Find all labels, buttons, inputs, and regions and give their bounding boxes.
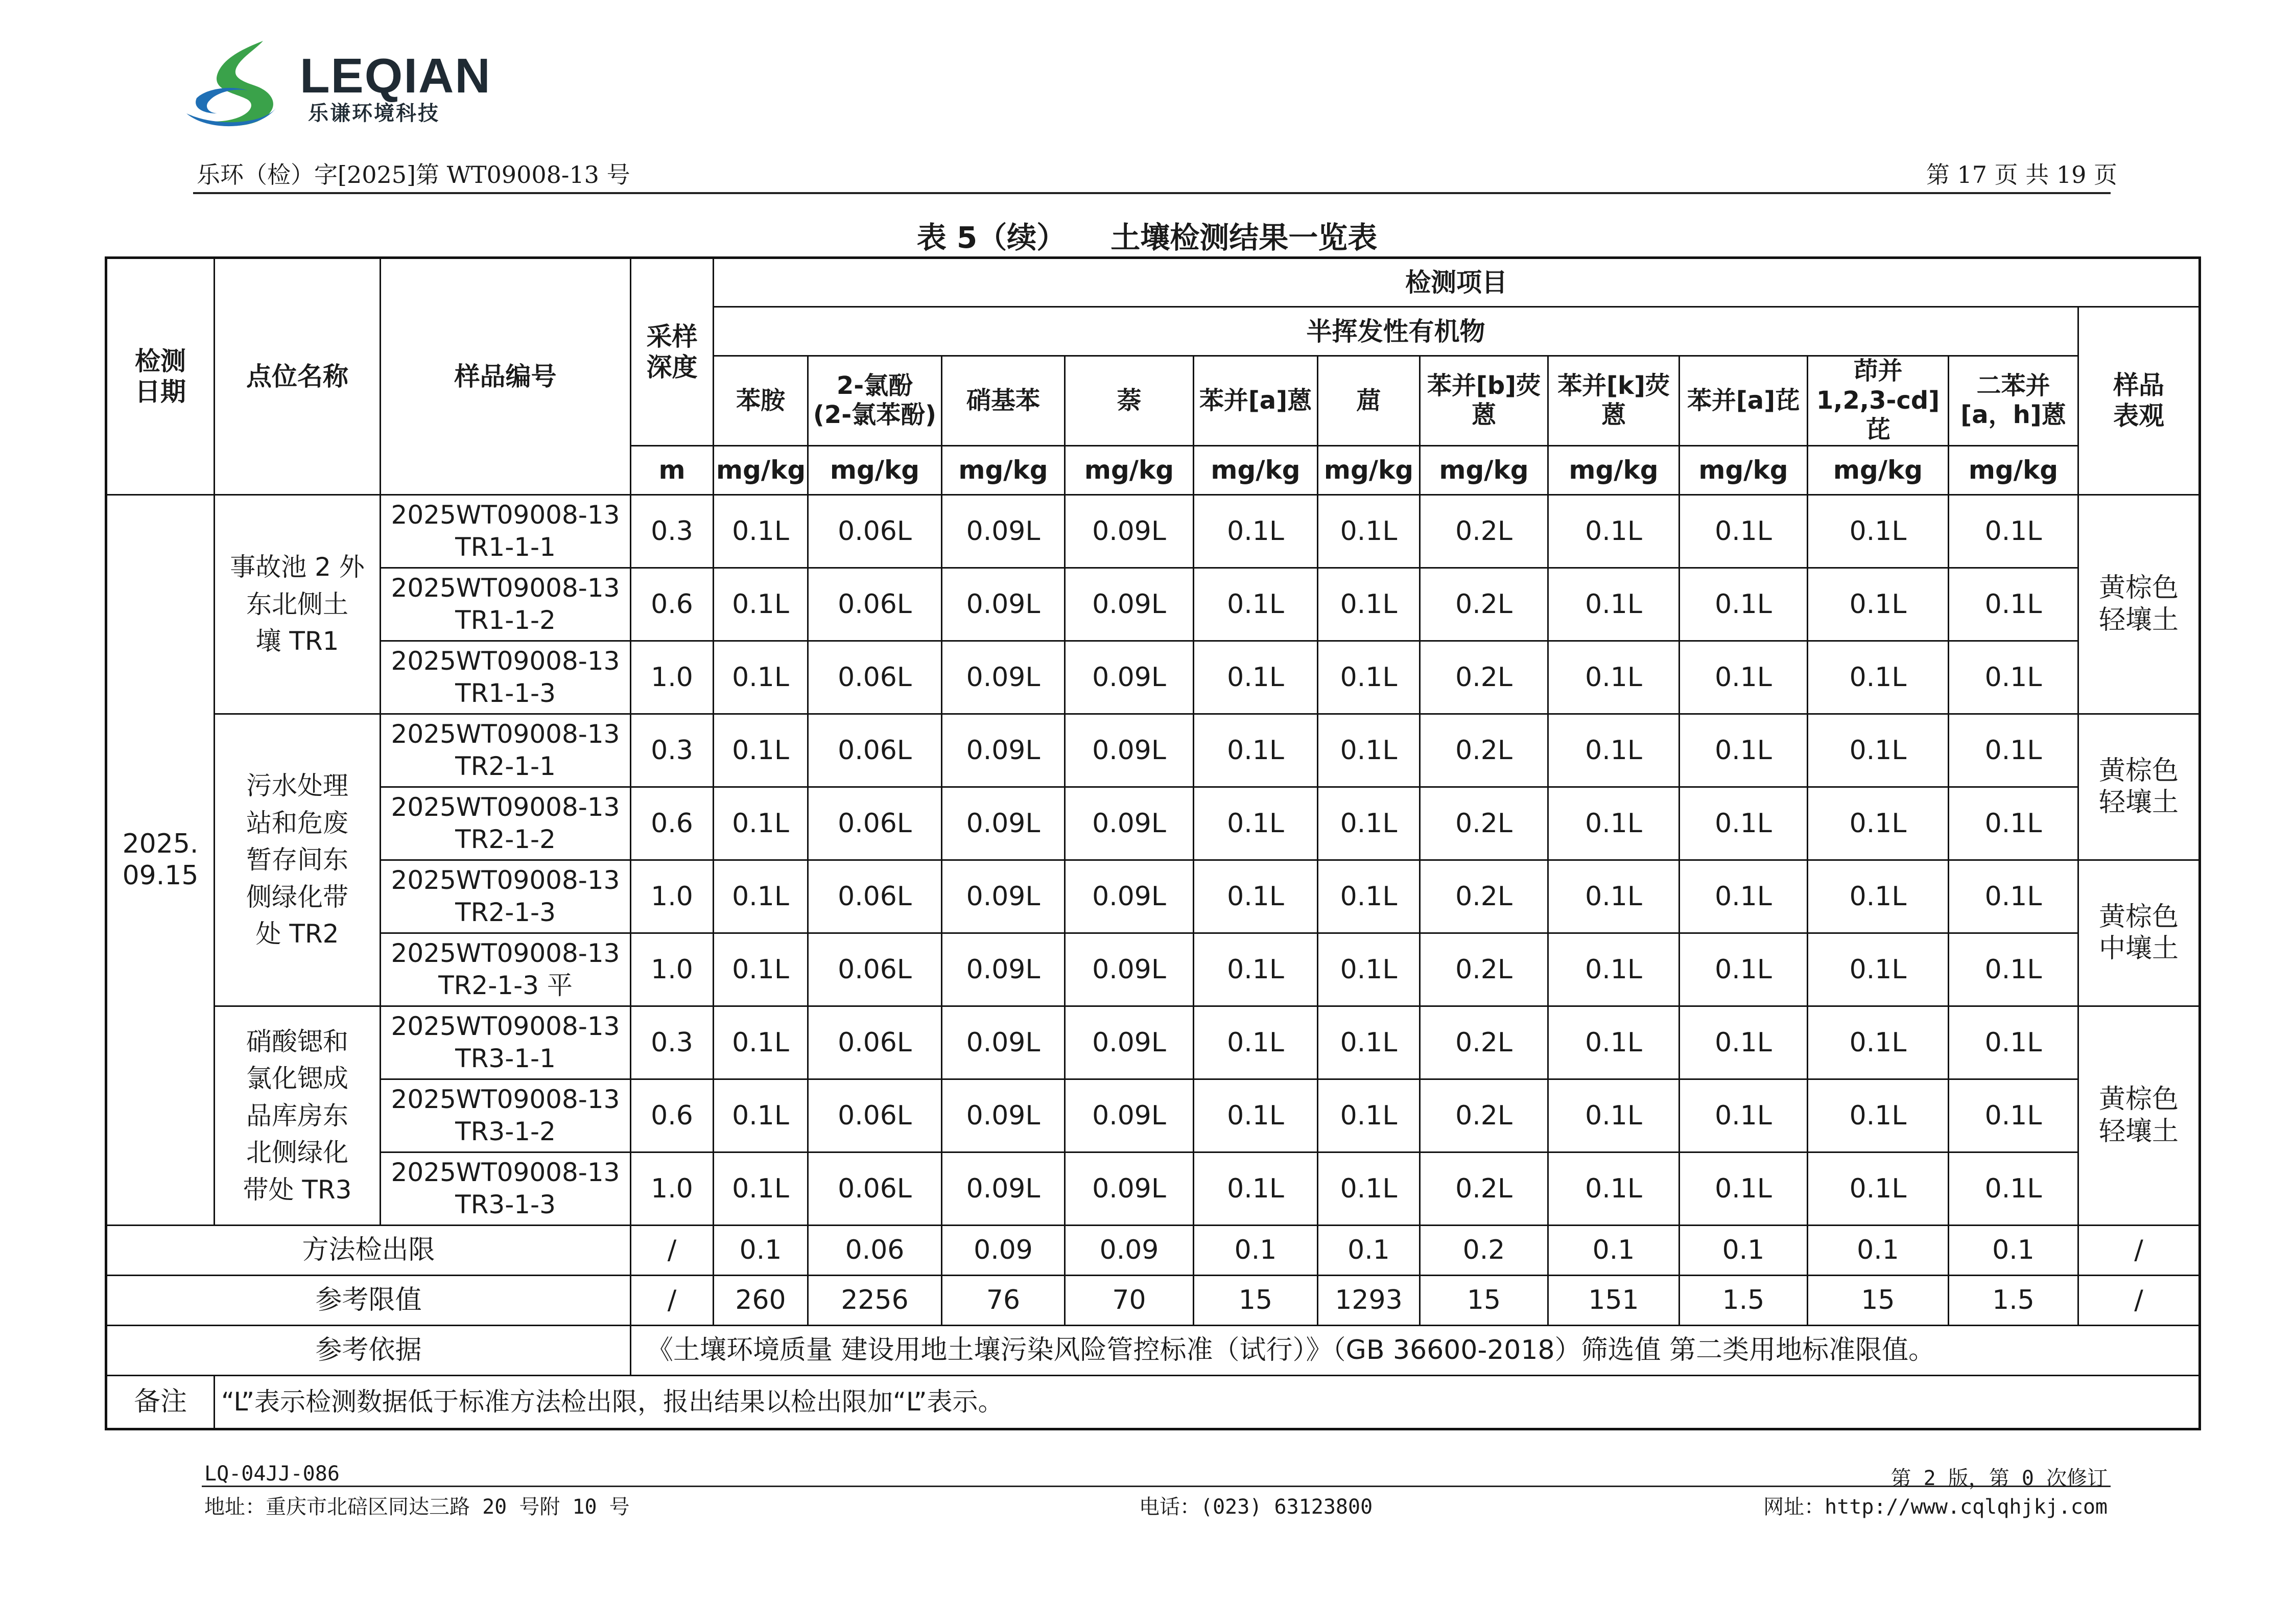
sample-id: 2025WT09008-13 TR3-1-2: [381, 1079, 631, 1152]
analyte-name: 苯并[b]荧 蒽: [1420, 356, 1548, 446]
result-value: 0.1L: [714, 860, 808, 933]
sample-appearance: 黄棕色 轻壤土: [2078, 714, 2200, 860]
sample-id: 2025WT09008-13 TR1-1-1: [381, 495, 631, 568]
result-value: 0.1L: [714, 495, 808, 568]
result-value: 0.1L: [1949, 568, 2078, 641]
location-name: 事故池 2 外 东北侧土 壤 TR1: [215, 495, 381, 714]
analyte-unit: mg/kg: [1548, 445, 1680, 495]
sample-id: 2025WT09008-13 TR2-1-3 平: [381, 933, 631, 1006]
result-value: 0.1L: [714, 933, 808, 1006]
test-date: 2025. 09.15: [106, 495, 215, 1225]
sample-depth: 1.0: [631, 1152, 714, 1225]
result-value: 0.09L: [1065, 1152, 1194, 1225]
sample-depth: 0.3: [631, 495, 714, 568]
analyte-unit: mg/kg: [1318, 445, 1420, 495]
table-row: [106, 787, 2200, 860]
reference-basis-label: 参考依据: [106, 1325, 631, 1375]
result-value: 0.09L: [942, 568, 1065, 641]
result-value: 0.09L: [1065, 495, 1194, 568]
result-value: 0.1L: [1194, 1152, 1318, 1225]
reference-limit-value: 15: [1808, 1275, 1949, 1325]
table-row: [106, 1006, 2200, 1079]
detection-limit-label: 方法检出限: [106, 1225, 631, 1275]
detection-limit-value: 0.1: [1318, 1225, 1420, 1275]
result-value: 0.09L: [1065, 1006, 1194, 1079]
remark-text: “L”表示检测数据低于标准方法检出限，报出结果以检出限加“L”表示。: [215, 1375, 2200, 1429]
analyte-unit: mg/kg: [1065, 445, 1194, 495]
table-row: [106, 641, 2200, 714]
result-value: 0.2L: [1420, 641, 1548, 714]
result-value: 0.1L: [1808, 787, 1949, 860]
header-sample-id: 样品编号: [381, 258, 631, 495]
result-value: 0.06L: [808, 1152, 942, 1225]
result-value: 0.2L: [1420, 933, 1548, 1006]
result-value: 0.1L: [1680, 933, 1808, 1006]
result-value: 0.1L: [1548, 568, 1680, 641]
sample-id: 2025WT09008-13 TR1-1-3: [381, 641, 631, 714]
result-value: 0.09L: [942, 714, 1065, 787]
detection-limit-value: 0.06: [808, 1225, 942, 1275]
analyte-name: 苯并[a]芘: [1680, 356, 1808, 446]
result-value: 0.1L: [1548, 641, 1680, 714]
result-value: 0.1L: [1949, 1006, 2078, 1079]
table-row: [106, 1225, 2200, 1275]
result-value: 0.06L: [808, 860, 942, 933]
result-value: 0.1L: [1548, 860, 1680, 933]
analyte-name: 硝基苯: [942, 356, 1065, 446]
result-value: 0.2L: [1420, 787, 1548, 860]
result-value: 0.1L: [1808, 1006, 1949, 1079]
analyte-name: 䓛: [1318, 356, 1420, 446]
reference-limit-value: 70: [1065, 1275, 1194, 1325]
result-value: 0.09L: [942, 787, 1065, 860]
header-location: 点位名称: [215, 258, 381, 495]
reference-limit-value: 1.5: [1949, 1275, 2078, 1325]
analyte-name: 2-氯酚 (2-氯苯酚): [808, 356, 942, 446]
result-value: 0.1L: [1548, 714, 1680, 787]
result-value: 0.2L: [1420, 1079, 1548, 1152]
result-value: 0.1L: [1548, 933, 1680, 1006]
result-value: 0.1L: [1680, 714, 1808, 787]
detection-limit-depth: /: [631, 1225, 714, 1275]
results-table: [105, 256, 2201, 1430]
result-value: 0.2L: [1420, 1152, 1548, 1225]
sample-depth: 0.3: [631, 1006, 714, 1079]
detection-limit-value: 0.09: [1065, 1225, 1194, 1275]
result-value: 0.09L: [942, 641, 1065, 714]
table-row: [106, 1152, 2200, 1225]
result-value: 0.1L: [1949, 787, 2078, 860]
result-value: 0.1L: [1318, 714, 1420, 787]
result-value: 0.1L: [1949, 641, 2078, 714]
company-website: 网址：http://www.cqlqhjkj.com: [1763, 1495, 2108, 1519]
sample-appearance: 黄棕色 中壤土: [2078, 860, 2200, 1006]
result-value: 0.09L: [1065, 1079, 1194, 1152]
logo-text-cn: 乐谦环境科技: [308, 102, 440, 125]
result-value: 0.1L: [714, 714, 808, 787]
sample-depth: 1.0: [631, 641, 714, 714]
analyte-name: 苯并[a]蒽: [1194, 356, 1318, 446]
remark-label: 备注: [106, 1375, 215, 1429]
result-value: 0.09L: [1065, 641, 1194, 714]
result-value: 0.1L: [1548, 1006, 1680, 1079]
depth-unit: m: [631, 445, 714, 495]
detection-limit-value: 0.2: [1420, 1225, 1548, 1275]
result-value: 0.1L: [1808, 495, 1949, 568]
result-value: 0.06L: [808, 641, 942, 714]
result-value: 0.1L: [714, 641, 808, 714]
reference-limit-value: 2256: [808, 1275, 942, 1325]
reference-limit-value: 151: [1548, 1275, 1680, 1325]
analyte-name: 萘: [1065, 356, 1194, 446]
result-value: 0.1L: [1680, 787, 1808, 860]
result-value: 0.09L: [942, 495, 1065, 568]
result-value: 0.1L: [1548, 495, 1680, 568]
table-row: [106, 495, 2200, 568]
result-value: 0.1L: [1808, 1152, 1949, 1225]
header-divider: [193, 192, 2111, 194]
analyte-name: 茚并 1,2,3-cd]芘: [1808, 356, 1949, 446]
result-value: 0.1L: [1949, 1152, 2078, 1225]
table-row: [106, 1275, 2200, 1325]
sample-depth: 0.6: [631, 1079, 714, 1152]
analyte-name: 二苯并 [a，h]蒽: [1949, 356, 2078, 446]
analyte-unit: mg/kg: [808, 445, 942, 495]
analyte-unit: mg/kg: [1420, 445, 1548, 495]
table-row: [106, 714, 2200, 787]
result-value: 0.1L: [1808, 714, 1949, 787]
reference-limit-value: 1.5: [1680, 1275, 1808, 1325]
result-value: 0.06L: [808, 568, 942, 641]
form-code: LQ-04JJ-086: [204, 1462, 340, 1486]
result-value: 0.09L: [942, 1152, 1065, 1225]
result-value: 0.1L: [1318, 787, 1420, 860]
result-value: 0.1L: [1548, 787, 1680, 860]
header-depth: 采样 深度: [631, 258, 714, 446]
reference-limit-label: 参考限值: [106, 1275, 631, 1325]
result-value: 0.1L: [1680, 568, 1808, 641]
table-title: 表 5（续） 土壤检测结果一览表: [916, 220, 1378, 255]
reference-limit-value: 76: [942, 1275, 1065, 1325]
result-value: 0.06L: [808, 714, 942, 787]
sample-id: 2025WT09008-13 TR2-1-1: [381, 714, 631, 787]
result-value: 0.1L: [1318, 1079, 1420, 1152]
result-value: 0.2L: [1420, 568, 1548, 641]
sample-appearance: 黄棕色 轻壤土: [2078, 495, 2200, 714]
result-value: 0.1L: [1808, 641, 1949, 714]
footer-divider: [202, 1486, 2111, 1487]
table-row: [106, 860, 2200, 933]
sample-depth: 0.3: [631, 714, 714, 787]
result-value: 0.1L: [1808, 1079, 1949, 1152]
table-row: [106, 1079, 2200, 1152]
detection-limit-value: 0.1: [1194, 1225, 1318, 1275]
result-value: 0.1L: [1680, 1079, 1808, 1152]
leqian-logo-icon: [186, 37, 299, 134]
detection-limit-value: 0.1: [1680, 1225, 1808, 1275]
result-value: 0.1L: [1318, 568, 1420, 641]
company-logo: [186, 37, 503, 134]
result-value: 0.2L: [1420, 714, 1548, 787]
detection-limit-value: 0.1: [1808, 1225, 1949, 1275]
analyte-unit: mg/kg: [1949, 445, 2078, 495]
analyte-unit: mg/kg: [714, 445, 808, 495]
result-value: 0.2L: [1420, 860, 1548, 933]
result-value: 0.09L: [942, 1079, 1065, 1152]
location-name: 污水处理 站和危废 暂存间东 侧绿化带 处 TR2: [215, 714, 381, 1006]
table-row: [106, 1375, 2200, 1429]
sample-id: 2025WT09008-13 TR2-1-3: [381, 860, 631, 933]
result-value: 0.1L: [1680, 495, 1808, 568]
reference-limit-value: 260: [714, 1275, 808, 1325]
result-value: 0.1L: [1194, 495, 1318, 568]
result-value: 0.1L: [1318, 860, 1420, 933]
detection-limit-appearance: /: [2078, 1225, 2200, 1275]
result-value: 0.09L: [1065, 568, 1194, 641]
header-date: 检测 日期: [106, 258, 215, 495]
company-phone: 电话：(023) 63123800: [1139, 1495, 1373, 1519]
result-value: 0.1L: [714, 787, 808, 860]
result-value: 0.06L: [808, 495, 942, 568]
sample-depth: 0.6: [631, 787, 714, 860]
header-group: 半挥发性有机物: [714, 307, 2078, 356]
result-value: 0.06L: [808, 1006, 942, 1079]
result-value: 0.1L: [1808, 933, 1949, 1006]
sample-depth: 0.6: [631, 568, 714, 641]
result-value: 0.1L: [1548, 1152, 1680, 1225]
result-value: 0.06L: [808, 933, 942, 1006]
result-value: 0.1L: [1808, 568, 1949, 641]
reference-limit-appearance: /: [2078, 1275, 2200, 1325]
header-detect-items: 检测项目: [714, 258, 2200, 307]
result-value: 0.2L: [1420, 1006, 1548, 1079]
detection-limit-value: 0.1: [714, 1225, 808, 1275]
result-value: 0.2L: [1420, 495, 1548, 568]
analyte-unit: mg/kg: [1194, 445, 1318, 495]
company-address: 地址：重庆市北碚区同达三路 20 号附 10 号: [204, 1495, 630, 1519]
result-value: 0.1L: [1949, 495, 2078, 568]
result-value: 0.1L: [1949, 860, 2078, 933]
sample-depth: 1.0: [631, 860, 714, 933]
result-value: 0.1L: [1318, 933, 1420, 1006]
result-value: 0.1L: [1808, 860, 1949, 933]
result-value: 0.1L: [1194, 1079, 1318, 1152]
result-value: 0.09L: [1065, 860, 1194, 933]
result-value: 0.1L: [1194, 568, 1318, 641]
logo-text-en: LEQIAN: [300, 49, 491, 103]
result-value: 0.1L: [1949, 1079, 2078, 1152]
reference-basis-text: 《土壤环境质量 建设用地土壤污染风险管控标准（试行）》（GB 36600-2018）筛选值 第二类用地标准限值。: [631, 1325, 2200, 1375]
result-value: 0.1L: [714, 1152, 808, 1225]
result-value: 0.1L: [1680, 641, 1808, 714]
result-value: 0.1L: [1318, 641, 1420, 714]
result-value: 0.1L: [1680, 860, 1808, 933]
page-indicator: 第 17 页 共 19 页: [1926, 161, 2117, 189]
result-value: 0.1L: [1194, 860, 1318, 933]
header-appearance: 样品 表观: [2078, 307, 2200, 495]
sample-id: 2025WT09008-13 TR1-1-2: [381, 568, 631, 641]
analyte-name: 苯并[k]荧蒽: [1548, 356, 1680, 446]
analyte-unit: mg/kg: [942, 445, 1065, 495]
result-value: 0.06L: [808, 787, 942, 860]
result-value: 0.1L: [714, 568, 808, 641]
result-value: 0.1L: [1318, 1006, 1420, 1079]
result-value: 0.09L: [942, 1006, 1065, 1079]
sample-id: 2025WT09008-13 TR3-1-3: [381, 1152, 631, 1225]
reference-limit-depth: /: [631, 1275, 714, 1325]
result-value: 0.1L: [1949, 933, 2078, 1006]
analyte-unit: mg/kg: [1808, 445, 1949, 495]
result-value: 0.1L: [1680, 1152, 1808, 1225]
edition-info: 第 2 版，第 0 次修订: [1890, 1467, 2108, 1490]
analyte-unit: mg/kg: [1680, 445, 1808, 495]
analyte-name: 苯胺: [714, 356, 808, 446]
reference-limit-value: 15: [1420, 1275, 1548, 1325]
result-value: 0.09L: [942, 933, 1065, 1006]
sample-id: 2025WT09008-13 TR3-1-1: [381, 1006, 631, 1079]
result-value: 0.1L: [1194, 641, 1318, 714]
result-value: 0.1L: [1194, 1006, 1318, 1079]
result-value: 0.1L: [1318, 495, 1420, 568]
result-value: 0.09L: [1065, 787, 1194, 860]
result-value: 0.1L: [1680, 1006, 1808, 1079]
result-value: 0.1L: [1949, 714, 2078, 787]
result-value: 0.1L: [714, 1006, 808, 1079]
detection-limit-value: 0.09: [942, 1225, 1065, 1275]
result-value: 0.1L: [1194, 787, 1318, 860]
sample-depth: 1.0: [631, 933, 714, 1006]
result-value: 0.09L: [1065, 714, 1194, 787]
location-name: 硝酸锶和 氯化锶成 品库房东 北侧绿化 带处 TR3: [215, 1006, 381, 1225]
result-value: 0.1L: [714, 1079, 808, 1152]
table-row: [106, 568, 2200, 641]
result-value: 0.1L: [1194, 933, 1318, 1006]
table-row: [106, 258, 2200, 307]
result-value: 0.06L: [808, 1079, 942, 1152]
result-value: 0.1L: [1548, 1079, 1680, 1152]
detection-limit-value: 0.1: [1949, 1225, 2078, 1275]
result-value: 0.09L: [1065, 933, 1194, 1006]
result-value: 0.1L: [1194, 714, 1318, 787]
result-value: 0.1L: [1318, 1152, 1420, 1225]
table-row: [106, 1325, 2200, 1375]
reference-limit-value: 15: [1194, 1275, 1318, 1325]
sample-appearance: 黄棕色 轻壤土: [2078, 1006, 2200, 1225]
sample-id: 2025WT09008-13 TR2-1-2: [381, 787, 631, 860]
table-row: [106, 933, 2200, 1006]
result-value: 0.09L: [942, 860, 1065, 933]
detection-limit-value: 0.1: [1548, 1225, 1680, 1275]
reference-limit-value: 1293: [1318, 1275, 1420, 1325]
report-number: 乐环（检）字[2025]第 WT09008-13 号: [197, 161, 630, 189]
